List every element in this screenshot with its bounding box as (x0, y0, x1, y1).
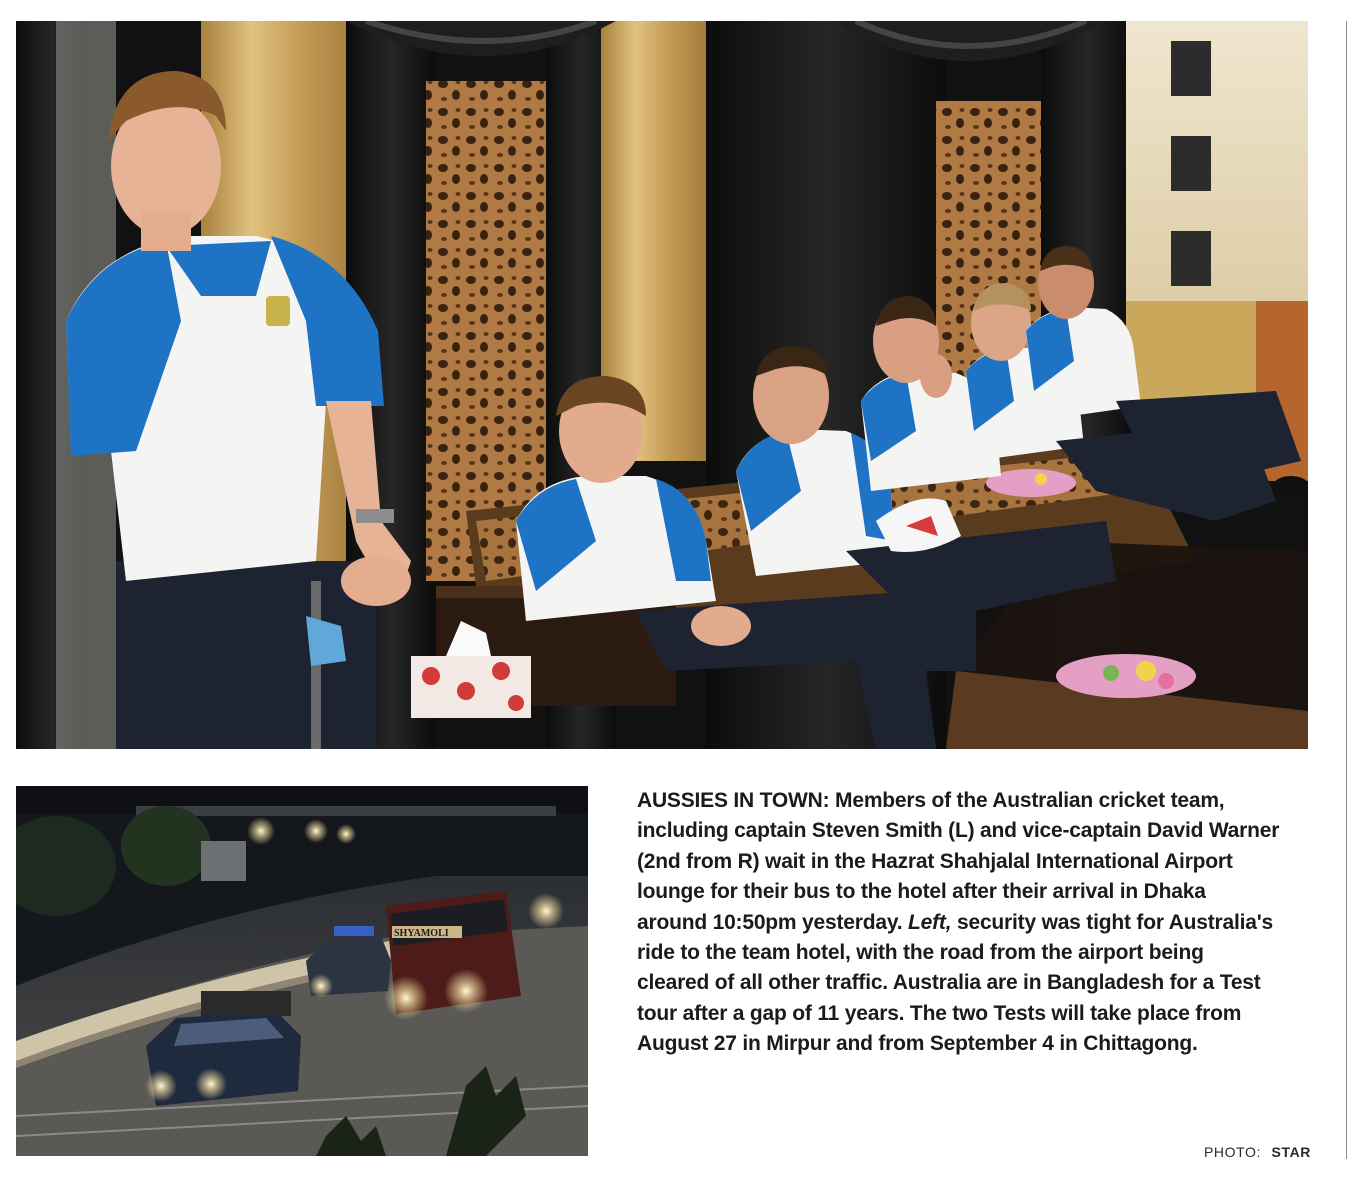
photo-credit (1204, 1144, 1311, 1160)
caption-line: lounge for their bus to the hotel after their arrival in Dhaka (637, 880, 1206, 904)
caption-line: ride to the team hotel, with the road from the airport being (637, 941, 1204, 965)
caption-line: cleared of all other traffic. Australia are in Bangladesh for a Test (637, 971, 1261, 995)
bus-sign: SHYAMOLI (394, 928, 449, 939)
flower-bouquet (1056, 654, 1196, 698)
caption-line: AUSSIES IN TOWN: Members of the Australian cricket team, (637, 789, 1225, 812)
caption-italic-text: Left, (908, 910, 952, 934)
caption-line: tour after a gap of 11 years. The two Tests will take place from (637, 1001, 1242, 1025)
caption-line (637, 908, 1317, 938)
caption-line: (2nd from R) wait in the Hazrat Shahjalal International Airport (637, 849, 1233, 873)
caption-text: security was tight for Australia's (951, 910, 1273, 934)
photo-caption (637, 786, 1317, 1060)
lounge-photo-illustration (16, 21, 1308, 749)
lounge-photo (16, 21, 1308, 749)
escort-photo (16, 786, 588, 1156)
caption-line: including captain Steven Smith (L) and vice-captain David Warner (637, 819, 1280, 843)
credit-agency: STAR (1271, 1144, 1311, 1160)
credit-label: PHOTO: (1203, 1144, 1262, 1160)
caption-line: August 27 in Mirpur and from September 4 in Chittagong. (637, 1032, 1198, 1056)
caption-text: around 10:50pm yesterday. (637, 910, 909, 934)
escort-photo-illustration (16, 786, 588, 1156)
column-divider (1346, 21, 1347, 1159)
